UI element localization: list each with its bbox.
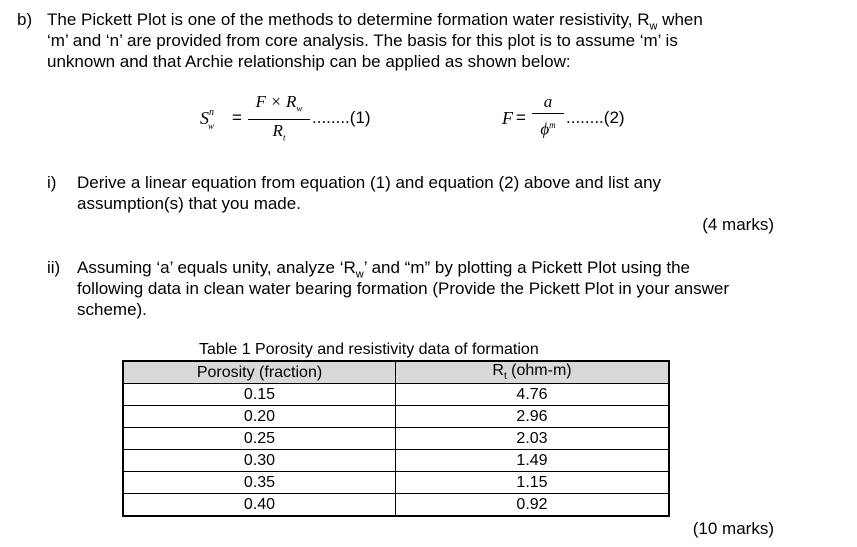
part-ii-line-2: following data in clean water bearing formation (Provide the Pickett Plot in your answer [77,279,730,298]
eq2-lhs: F [502,108,513,128]
question-line-2: ‘m’ and ‘n’ are provided from core analysis. The basis for this plot is to assume ‘m’ is [47,31,678,50]
cell-resistivity: 2.03 [396,428,670,450]
cell-resistivity: 1.49 [396,450,670,472]
header-porosity: Porosity (fraction) [123,361,396,384]
table-header-row [123,361,669,384]
eq1-lhs: $S^n_w$ [200,107,215,131]
eq1-tag: ........(1) [312,108,371,127]
cell-resistivity: 2.96 [396,406,670,428]
question-line-3: unknown and that Archie relationship can be applied as shown below: [47,52,571,71]
part-i-marks: (4 marks) [702,215,774,234]
table-row [123,406,669,428]
eq1-fraction: $F \times R_w$ $R_t$ [248,92,310,148]
part-ii-line-1: Assuming ‘a’ equals unity, analyze ‘$R_w$’ and “m” by plotting a Pickett Plot using the [77,258,691,281]
eq2-fraction: a $\phi^m$ [532,92,564,140]
cell-resistivity: 4.76 [396,384,670,406]
cell-resistivity: 1.15 [396,472,670,494]
part-ii-label: ii) [47,258,61,277]
part-i-line-1: Derive a linear equation from equation (1) and equation (2) above and list any [77,173,662,192]
part-ii-line-3: scheme). [77,300,147,319]
table-row [123,450,669,472]
table-row [123,494,669,517]
table-row [123,384,669,406]
cell-porosity: 0.15 [123,384,396,406]
cell-resistivity: 0.92 [396,494,670,517]
question-label: b) [17,10,33,29]
cell-porosity: 0.20 [123,406,396,428]
eq2-tag: ........(2) [566,108,625,127]
cell-porosity: 0.30 [123,450,396,472]
eq1-equals: = [232,108,242,127]
table-row [123,472,669,494]
cell-porosity: 0.25 [123,428,396,450]
part-ii-marks: (10 marks) [692,519,774,538]
eq2-equals: = [516,108,526,127]
header-resistivity: $R_t$ (ohm-m) [396,361,670,384]
data-table [122,360,670,517]
part-i-line-2: assumption(s) that you made. [77,194,301,213]
table-row [123,428,669,450]
part-i-label: i) [47,173,57,192]
question-line-1: The Pickett Plot is one of the methods to determine formation water resistivity, $R_w$ when [47,10,703,33]
cell-porosity: 0.35 [123,472,396,494]
cell-porosity: 0.40 [123,494,396,517]
table-caption: Table 1 Porosity and resistivity data of formation [199,341,539,358]
